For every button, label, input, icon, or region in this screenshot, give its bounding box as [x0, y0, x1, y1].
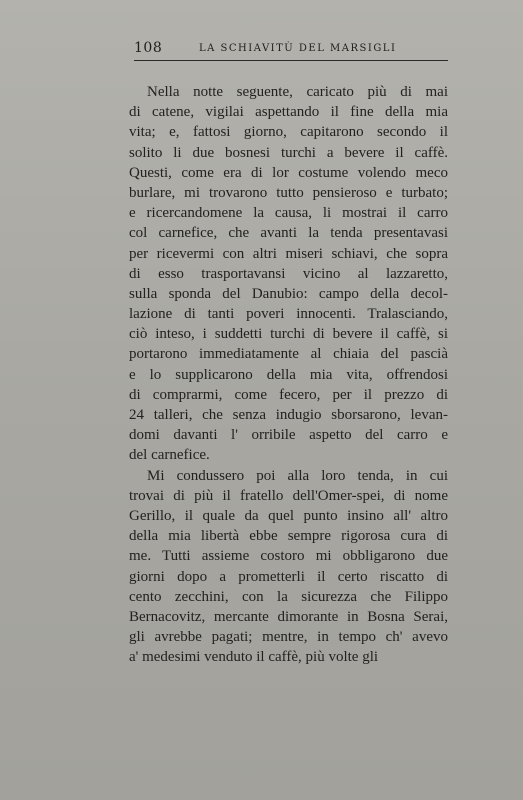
- text-line: di comprarmi, come fecero, per il prezzo di: [129, 386, 448, 403]
- text-line: Nella notte seguente, caricato più di mai: [147, 84, 448, 100]
- text-line: per ricevermi con altri miseri schiavi, che sopra: [129, 245, 448, 262]
- text-line: Gerillo, il quale da quel punto insino all' altro: [129, 507, 448, 524]
- text-line: me. Tutti assieme costoro mi obbligarono due: [129, 548, 448, 565]
- text-line: di esso trasportavansi vicino al lazzaretto,: [129, 265, 448, 282]
- text-line: e lo supplicarono della mia vita, offrendosi: [129, 366, 448, 383]
- running-title: LA SCHIAVITÙ DEL MARSIGLI: [199, 43, 397, 54]
- text-line: ciò inteso, i suddetti turchi di bevere il caffè, si: [129, 326, 448, 343]
- text-line: e ricercandomene la causa, li mostrai il carro: [129, 205, 448, 222]
- text-line: cento zecchini, con la sicurezza che Filippo: [129, 588, 448, 605]
- text-line: domi davanti l' orribile aspetto del carro e: [129, 427, 448, 444]
- body-text: [129, 82, 448, 667]
- text-line: del carnefice.: [129, 447, 210, 464]
- text-line: a' medesimi venduto il caffè, più volte gli: [129, 649, 379, 666]
- text-line: 24 talleri, che senza indugio sborsarono, levan-: [129, 407, 448, 423]
- text-line: vita; e, fattosi giorno, capitarono secondo il: [129, 124, 448, 141]
- text-line: giorni dopo a prometterli il certo riscatto di: [129, 568, 448, 585]
- text-line: lazione di tanti poveri innocenti. Tralasciando,: [129, 306, 448, 323]
- text-line: sulla sponda del Danubio: campo della decol-: [129, 285, 448, 302]
- page-number: 108: [134, 40, 163, 56]
- text-line: col carnefice, che avanti la tenda presentavasi: [129, 225, 448, 242]
- text-line: burlare, mi trovarono tutto pensieroso e turbato;: [129, 184, 448, 201]
- text-line: solito li due bosnesi turchi a bevere il caffè.: [129, 144, 448, 161]
- text-line: trovai di più il fratello dell'Omer-spei, di nome: [129, 487, 448, 504]
- text-line: della mia libertà ebbe sempre rigorosa cura di: [129, 528, 448, 545]
- text-line: Questi, come era di lor costume volendo meco: [129, 164, 448, 181]
- page-header: [134, 38, 448, 61]
- text-line: di catene, vigilai aspettando il fine della mia: [129, 104, 448, 121]
- text-line: gli avrebbe pagati; mentre, in tempo ch' avevo: [129, 629, 448, 646]
- text-line: portarono immediatamente al chiaia del pascià: [129, 346, 448, 363]
- text-line: Bernacovitz, mercante dimorante in Bosna Serai,: [129, 608, 448, 625]
- text-line: Mi condussero poi alla loro tenda, in cui: [147, 467, 448, 484]
